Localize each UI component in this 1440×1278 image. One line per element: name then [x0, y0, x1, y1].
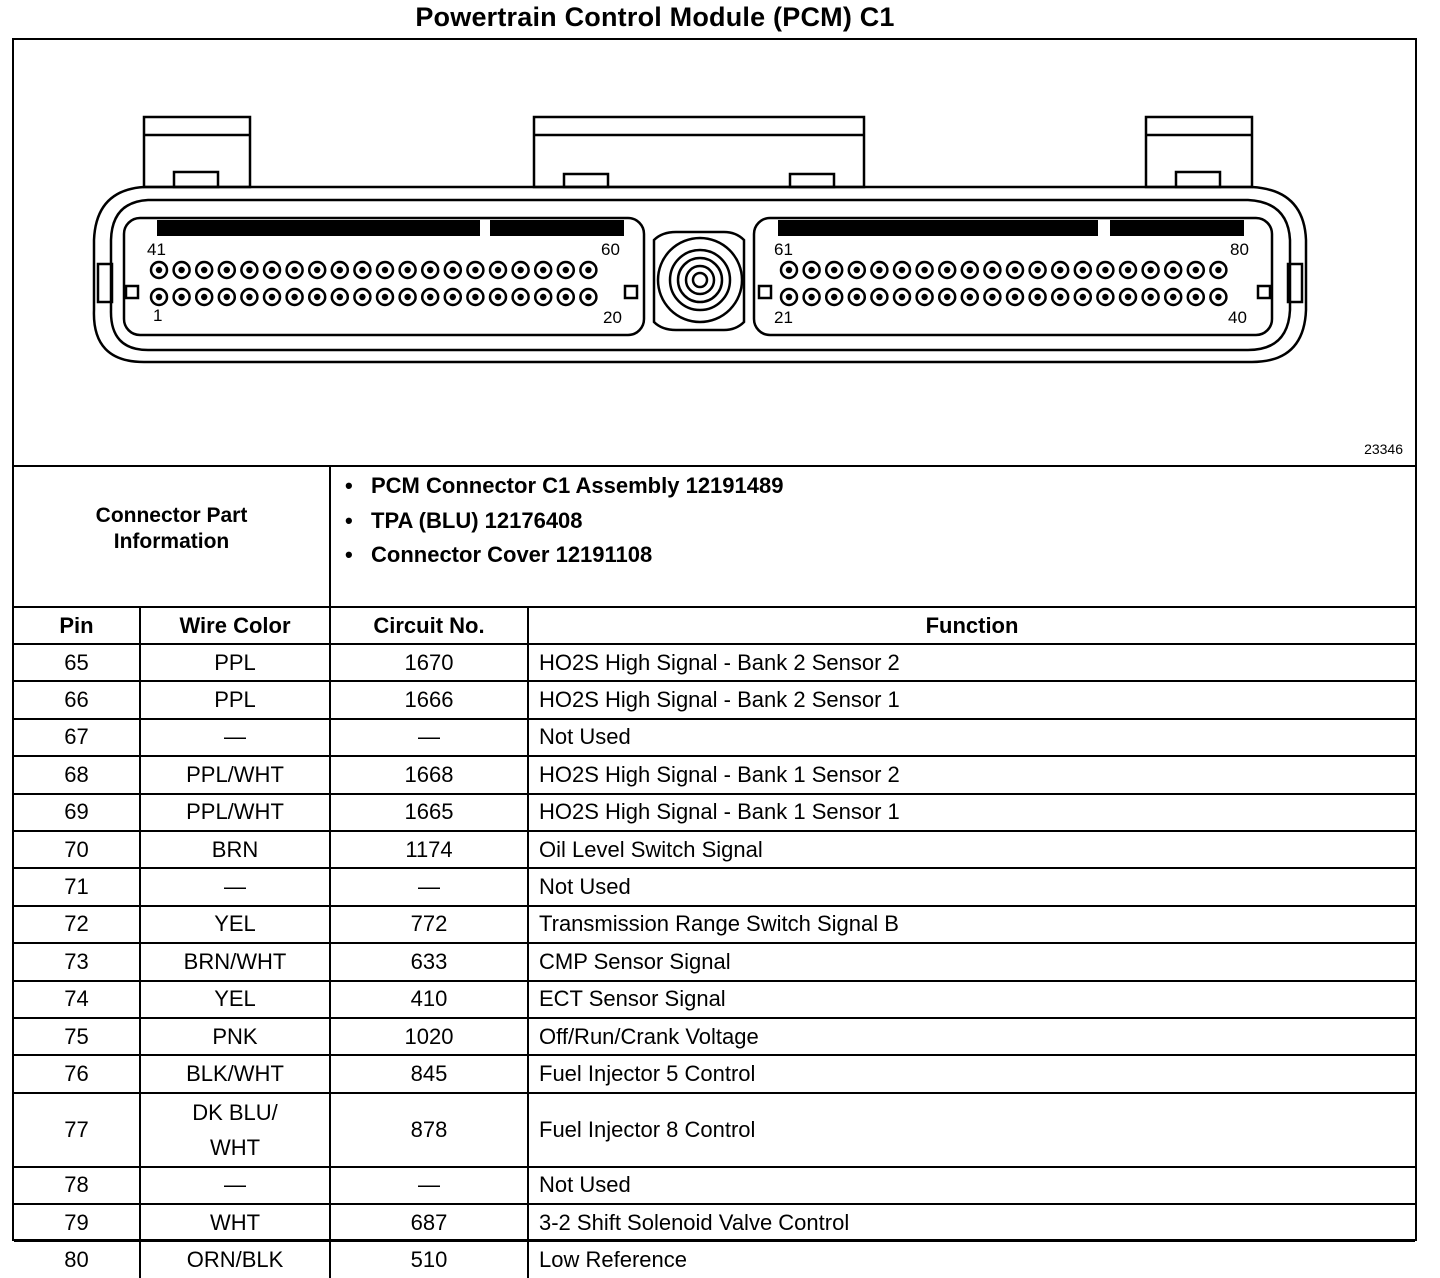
- pin-terminal-center: [472, 294, 478, 300]
- pin-cell: 74: [14, 981, 140, 1018]
- wire-color-cell: —: [140, 868, 330, 905]
- wire-color-line: DK BLU/: [192, 1099, 278, 1125]
- part-info-item: • TPA (BLU) 12176408: [371, 504, 1415, 539]
- pin-terminal-center: [944, 267, 950, 273]
- pin-terminal-center: [1034, 267, 1040, 273]
- wire-color-cell: BLK/WHT: [140, 1055, 330, 1092]
- pin-label-41: 41: [147, 240, 166, 259]
- pin-terminal-center: [1080, 294, 1086, 300]
- pin-terminal-center: [786, 294, 792, 300]
- circuit-cell: 633: [330, 943, 528, 980]
- function-cell: HO2S High Signal - Bank 1 Sensor 1: [528, 794, 1415, 831]
- function-cell: HO2S High Signal - Bank 1 Sensor 2: [528, 756, 1415, 793]
- pin-label-20: 20: [603, 308, 622, 327]
- pin-cell: 79: [14, 1204, 140, 1241]
- pin-terminal-center: [269, 294, 275, 300]
- pin-terminal-center: [224, 294, 230, 300]
- pins-61-80: [781, 262, 1226, 278]
- pin-terminal-center: [1125, 294, 1131, 300]
- pin-terminal-center: [359, 294, 365, 300]
- function-cell: ECT Sensor Signal: [528, 981, 1415, 1018]
- table-row: [14, 943, 1415, 980]
- function-cell: 3-2 Shift Solenoid Valve Control: [528, 1204, 1415, 1241]
- pin-terminal-center: [517, 267, 523, 273]
- pin-cell: 80: [14, 1241, 140, 1277]
- pins-1-20: [151, 289, 596, 305]
- pin-cell: 65: [14, 644, 140, 681]
- pin-terminal-center: [382, 294, 388, 300]
- pin-terminal-center: [517, 294, 523, 300]
- pin-cell: 70: [14, 831, 140, 868]
- wire-color-cell: PPL: [140, 681, 330, 718]
- wire-color-cell: WHT: [140, 1204, 330, 1241]
- pin-cell: 78: [14, 1167, 140, 1204]
- function-cell: Not Used: [528, 868, 1415, 905]
- column-header-pin: Pin: [14, 607, 140, 644]
- circuit-cell: 772: [330, 906, 528, 943]
- table-row: [14, 1241, 1415, 1277]
- circuit-cell: 510: [330, 1241, 528, 1277]
- pin-label-61: 61: [774, 240, 793, 259]
- pin-label-1: 1: [153, 306, 163, 325]
- pin-terminal-center: [1102, 267, 1108, 273]
- column-header-wire-color: Wire Color: [140, 607, 330, 644]
- table-row: [14, 1093, 1415, 1167]
- function-cell: Not Used: [528, 719, 1415, 756]
- table-row: [14, 981, 1415, 1018]
- pins-41-60: [151, 262, 596, 278]
- function-cell: CMP Sensor Signal: [528, 943, 1415, 980]
- pin-terminal-center: [921, 267, 927, 273]
- pin-terminal-center: [1147, 267, 1153, 273]
- pin-terminal-center: [1193, 294, 1199, 300]
- pin-terminal-center: [540, 267, 546, 273]
- function-cell: HO2S High Signal - Bank 2 Sensor 1: [528, 681, 1415, 718]
- table-header-row: [14, 607, 1415, 644]
- function-cell: Oil Level Switch Signal: [528, 831, 1415, 868]
- pin-terminal-center: [269, 267, 275, 273]
- wire-color-cell: BRN/WHT: [140, 943, 330, 980]
- circuit-cell: —: [330, 1167, 528, 1204]
- pin-terminal-center: [314, 294, 320, 300]
- pin-terminal-center: [427, 294, 433, 300]
- pin-cell: 73: [14, 943, 140, 980]
- wire-color-cell: BRN: [140, 831, 330, 868]
- circuit-cell: 1666: [330, 681, 528, 718]
- pin-terminal-center: [1012, 294, 1018, 300]
- table-row: [14, 794, 1415, 831]
- pin-cell: 69: [14, 794, 140, 831]
- pin-terminal-center: [495, 267, 501, 273]
- table-row: [14, 906, 1415, 943]
- pin-terminal-center: [472, 267, 478, 273]
- pin-terminal-center: [201, 294, 207, 300]
- function-cell: Fuel Injector 5 Control: [528, 1055, 1415, 1092]
- pin-terminal-center: [1170, 267, 1176, 273]
- function-cell: Not Used: [528, 1167, 1415, 1204]
- table-row: [14, 868, 1415, 905]
- pin-terminal-center: [495, 294, 501, 300]
- pin-terminal-center: [156, 267, 162, 273]
- pin-terminal-center: [246, 267, 252, 273]
- pin-terminal-center: [967, 267, 973, 273]
- circuit-cell: —: [330, 719, 528, 756]
- pin-terminal-center: [831, 267, 837, 273]
- pin-terminal-center: [427, 267, 433, 273]
- table-row: [14, 1055, 1415, 1092]
- table-row: [14, 831, 1415, 868]
- pin-label-40: 40: [1228, 308, 1247, 327]
- document-title: Powertrain Control Module (PCM) C1: [415, 2, 895, 32]
- pin-cell: 67: [14, 719, 140, 756]
- circuit-cell: 1668: [330, 756, 528, 793]
- function-cell: Transmission Range Switch Signal B: [528, 906, 1415, 943]
- table-row: [14, 681, 1415, 718]
- table-row: [14, 756, 1415, 793]
- wire-color-cell: YEL: [140, 981, 330, 1018]
- right-latch-tab: [1146, 117, 1252, 187]
- pin-terminal-center: [404, 267, 410, 273]
- pin-terminal-center: [1193, 267, 1199, 273]
- pin-terminal-center: [1102, 294, 1108, 300]
- pin-cell: 68: [14, 756, 140, 793]
- column-header-circuit: Circuit No.: [330, 607, 528, 644]
- pin-cell: 66: [14, 681, 140, 718]
- pin-terminal-center: [404, 294, 410, 300]
- pin-terminal-center: [808, 294, 814, 300]
- center-latch-tab: [534, 117, 864, 187]
- pin-terminal-center: [786, 267, 792, 273]
- function-cell: Fuel Injector 8 Control: [528, 1093, 1415, 1167]
- pin-terminal-center: [337, 294, 343, 300]
- pin-terminal-center: [1080, 267, 1086, 273]
- pin-terminal-center: [450, 294, 456, 300]
- circuit-cell: 1020: [330, 1018, 528, 1055]
- part-info-list-cell: [330, 465, 1415, 607]
- wire-color-cell: —: [140, 719, 330, 756]
- table-row: [14, 1167, 1415, 1204]
- pin-terminal-center: [989, 294, 995, 300]
- connector-diagram: [14, 40, 1415, 467]
- pin-cell: 71: [14, 868, 140, 905]
- pin-terminal-center: [337, 267, 343, 273]
- pin-terminal-center: [1215, 267, 1221, 273]
- pin-terminal-center: [563, 294, 569, 300]
- wire-color-cell: —: [140, 1167, 330, 1204]
- pins-21-40: [781, 289, 1226, 305]
- pin-terminal-center: [1215, 294, 1221, 300]
- pin-terminal-center: [1012, 267, 1018, 273]
- pin-terminal-center: [563, 267, 569, 273]
- part-info-label: Connector Part Information: [14, 465, 330, 607]
- pin-cell: 72: [14, 906, 140, 943]
- pin-cell: 75: [14, 1018, 140, 1055]
- part-info-item: • PCM Connector C1 Assembly 12191489: [371, 469, 1415, 504]
- pin-terminal-center: [854, 294, 860, 300]
- pin-terminal-center: [450, 267, 456, 273]
- pin-label-21: 21: [774, 308, 793, 327]
- pin-label-60: 60: [601, 240, 620, 259]
- pin-terminal-center: [1057, 294, 1063, 300]
- pin-terminal-center: [585, 267, 591, 273]
- table-row: [14, 719, 1415, 756]
- pin-terminal-center: [876, 294, 882, 300]
- circuit-cell: 878: [330, 1093, 528, 1167]
- wire-color-cell: ORN/BLK: [140, 1241, 330, 1277]
- pin-terminal-center: [314, 267, 320, 273]
- pin-terminal-center: [1034, 294, 1040, 300]
- figure-number: 23346: [1364, 441, 1403, 457]
- pin-label-80: 80: [1230, 240, 1249, 259]
- part-info-row: [14, 465, 1415, 607]
- pin-terminal-center: [1170, 294, 1176, 300]
- pin-cell: 77: [14, 1093, 140, 1167]
- pin-terminal-center: [899, 294, 905, 300]
- pin-terminal-center: [178, 267, 184, 273]
- function-cell: Off/Run/Crank Voltage: [528, 1018, 1415, 1055]
- circuit-cell: 1670: [330, 644, 528, 681]
- pin-terminal-center: [944, 294, 950, 300]
- pin-out-table: [14, 465, 1415, 1278]
- function-cell: HO2S High Signal - Bank 2 Sensor 2: [528, 644, 1415, 681]
- pin-terminal-center: [291, 267, 297, 273]
- pin-terminal-center: [808, 267, 814, 273]
- pin-terminal-center: [585, 294, 591, 300]
- table-row: [14, 1018, 1415, 1055]
- circuit-cell: 845: [330, 1055, 528, 1092]
- pin-terminal-center: [359, 267, 365, 273]
- table-row: [14, 644, 1415, 681]
- pin-terminal-center: [854, 267, 860, 273]
- pin-terminal-center: [989, 267, 995, 273]
- connector-sheet: [12, 38, 1417, 1273]
- circuit-cell: 410: [330, 981, 528, 1018]
- wire-color-line: WHT: [209, 1134, 261, 1160]
- pin-terminal-center: [1147, 294, 1153, 300]
- pin-terminal-center: [156, 294, 162, 300]
- pin-terminal-center: [899, 267, 905, 273]
- circuit-cell: —: [330, 868, 528, 905]
- wire-color-cell: PPL/WHT: [140, 794, 330, 831]
- circuit-cell: 1665: [330, 794, 528, 831]
- pin-cell: 76: [14, 1055, 140, 1092]
- left-latch-tab: [144, 117, 250, 187]
- pin-terminal-center: [540, 294, 546, 300]
- wire-color-cell: PNK: [140, 1018, 330, 1055]
- pin-terminal-center: [178, 294, 184, 300]
- pin-terminal-center: [831, 294, 837, 300]
- pin-terminal-center: [201, 267, 207, 273]
- circuit-cell: 1174: [330, 831, 528, 868]
- pin-terminal-center: [921, 294, 927, 300]
- pin-terminal-center: [224, 267, 230, 273]
- part-info-list: [331, 465, 1415, 573]
- connector-drawing: [14, 40, 1415, 465]
- wire-color-cell: PPL: [140, 644, 330, 681]
- column-header-function: Function: [528, 607, 1415, 644]
- wire-color-cell: YEL: [140, 906, 330, 943]
- circuit-cell: 687: [330, 1204, 528, 1241]
- wire-color-cell: PPL/WHT: [140, 756, 330, 793]
- function-cell: Low Reference: [528, 1241, 1415, 1277]
- table-row: [14, 1204, 1415, 1241]
- pin-terminal-center: [246, 294, 252, 300]
- pin-terminal-center: [1125, 267, 1131, 273]
- wire-color-cell: [140, 1093, 330, 1167]
- part-info-item: • Connector Cover 12191108: [371, 538, 1415, 573]
- pin-terminal-center: [876, 267, 882, 273]
- pin-terminal-center: [291, 294, 297, 300]
- pin-terminal-center: [382, 267, 388, 273]
- pin-terminal-center: [967, 294, 973, 300]
- pin-terminal-center: [1057, 267, 1063, 273]
